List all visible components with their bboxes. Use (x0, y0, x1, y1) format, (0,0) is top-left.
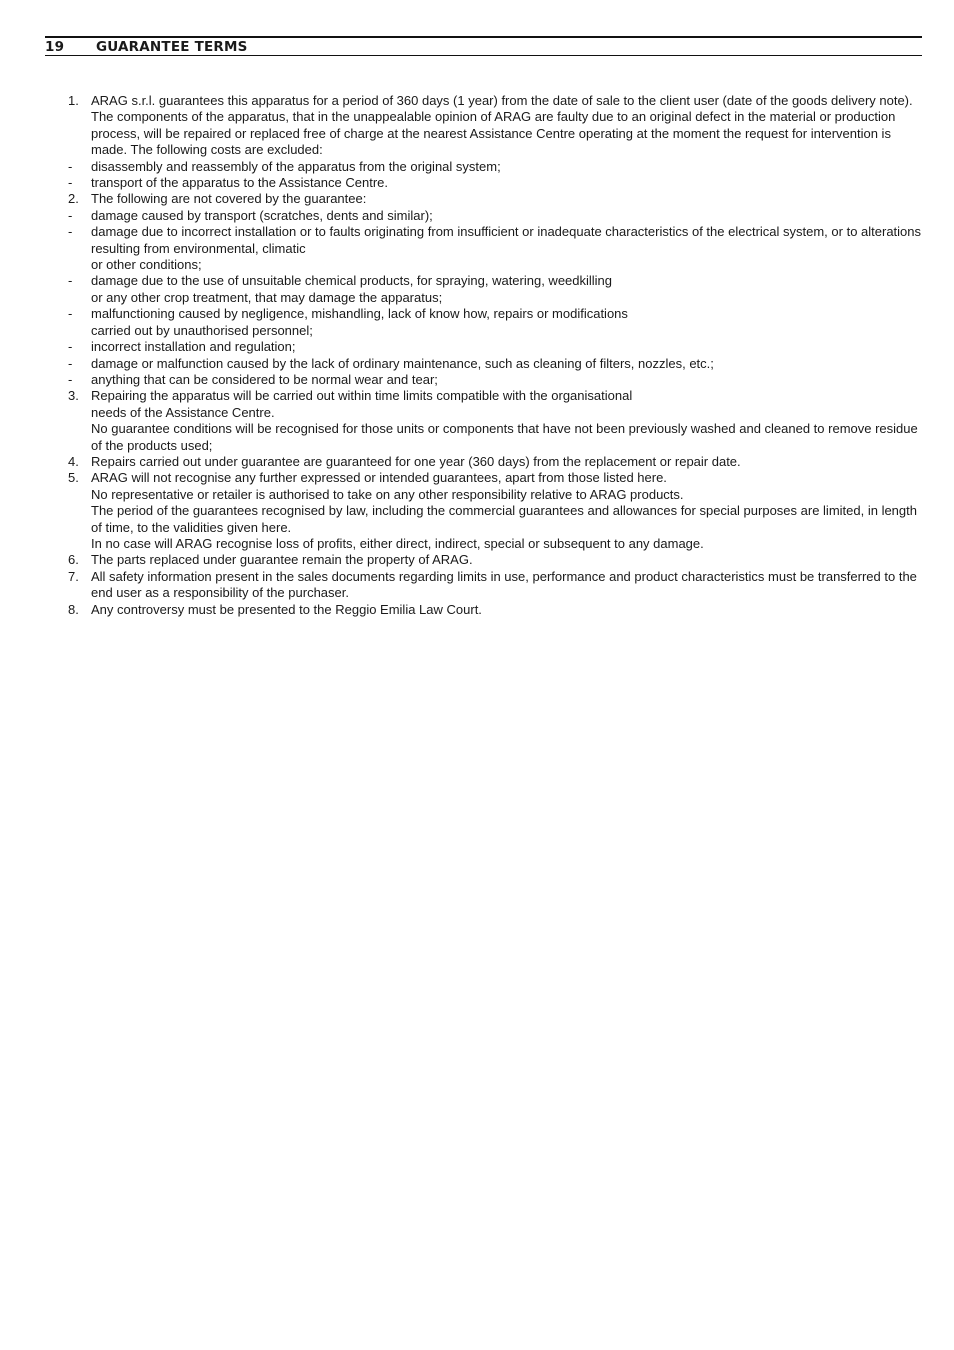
list-marker: - (68, 207, 73, 223)
list-marker: 6. (68, 552, 79, 568)
list-marker: - (68, 339, 73, 355)
list-marker: - (68, 158, 73, 174)
list-marker: - (68, 175, 73, 191)
list-item (45, 93, 925, 159)
list-item-text: The parts replaced under guarantee remain the property of ARAG. (91, 552, 473, 568)
list-item (45, 470, 925, 552)
list-marker: - (68, 273, 73, 289)
list-item-text: transport of the apparatus to the Assistance Centre. (91, 175, 389, 191)
list-item-text: disassembly and reassembly of the apparatus from the original system; (91, 158, 501, 174)
list-item (45, 159, 925, 175)
guarantee-terms-list (45, 93, 925, 618)
list-item-text: ARAG s.r.l. guarantees this apparatus for a period of 360 days (1 year) from the date of sale to the client user (date of the goods delivery note). The components of the apparatus, that in the unappealable opinion of ARAG are faulty due to an original defect in the material or production process, will be repaired or replaced free of charge at the nearest Assistance Centre operating at the moment the request for intervention is made. The following costs are excluded: (91, 93, 913, 158)
list-item-text: anything that can be considered to be normal wear and tear; (91, 371, 438, 387)
list-marker: - (68, 306, 73, 322)
list-item (45, 388, 925, 454)
list-item-text: damage or malfunction caused by the lack of ordinary maintenance, such as cleaning of filters, nozzles, etc.; (91, 355, 714, 371)
list-item-text: malfunctioning caused by negligence, mishandling, lack of know how, repairs or modifications carried out by unauthorised personnel; (91, 306, 628, 338)
list-marker: - (68, 355, 73, 371)
list-item (45, 356, 925, 372)
list-marker: - (68, 224, 73, 240)
list-item-text: damage due to the use of unsuitable chemical products, for spraying, watering, weedkilling or any other crop treatment, that may damage the apparatus; (91, 273, 613, 305)
list-item (45, 208, 925, 224)
list-marker: 4. (68, 453, 79, 469)
list-item (45, 602, 925, 618)
list-item-text: Repairing the apparatus will be carried out within time limits compatible with the organisational needs of the Assistance Centre. No guarantee conditions will be recognised for those units or components that have not been previously washed and cleaned to remove residue of the products used; (91, 388, 918, 453)
list-item-text: All safety information present in the sales documents regarding limits in use, performance and product characteristics must be transferred to the end user as a responsibility of the purchaser. (91, 568, 917, 601)
list-item (45, 175, 925, 191)
list-marker: 3. (68, 388, 79, 404)
list-item (45, 552, 925, 568)
list-item-text: Repairs carried out under guarantee are guaranteed for one year (360 days) from the replacement or repair date. (91, 453, 741, 469)
list-item (45, 191, 925, 207)
list-item (45, 224, 925, 273)
list-item-text: The following are not covered by the guarantee: (91, 191, 367, 207)
list-item-text: ARAG will not recognise any further expressed or intended guarantees, apart from those listed here. No representative or retailer is authorised to take on any other responsibility relative to ARAG products. The period of the guarantees recognised by law, including the commercial guarantees and allowances for special purposes are limited, in length of time, to the validities given here. In no case will ARAG recognise loss of profits, either direct, indirect, special or subsequent to any damage. (91, 470, 917, 551)
list-item-text: incorrect installation and regulation; (91, 339, 296, 355)
list-item-text: damage caused by transport (scratches, dents and similar); (91, 207, 433, 223)
list-item-text: damage due to incorrect installation or to faults originating from insufficient or inadequate characteristics of the electrical system, or to alterations resulting from environmental, climatic or other conditions; (91, 224, 922, 273)
list-item-text: Any controversy must be presented to the Reggio Emilia Law Court. (91, 601, 482, 617)
list-marker: - (68, 371, 73, 387)
list-item (45, 339, 925, 355)
list-item (45, 306, 925, 339)
list-item (45, 273, 925, 306)
list-item (45, 569, 925, 602)
section-title: GUARANTEE TERMS (96, 39, 248, 55)
list-item (45, 372, 925, 388)
list-marker: 8. (68, 601, 79, 617)
list-marker: 1. (68, 93, 79, 108)
section-number: 19 (45, 39, 65, 55)
list-marker: 5. (68, 470, 79, 486)
list-item (45, 454, 925, 470)
list-marker: 7. (68, 568, 79, 584)
section-header (45, 36, 922, 56)
list-marker: 2. (68, 191, 79, 207)
